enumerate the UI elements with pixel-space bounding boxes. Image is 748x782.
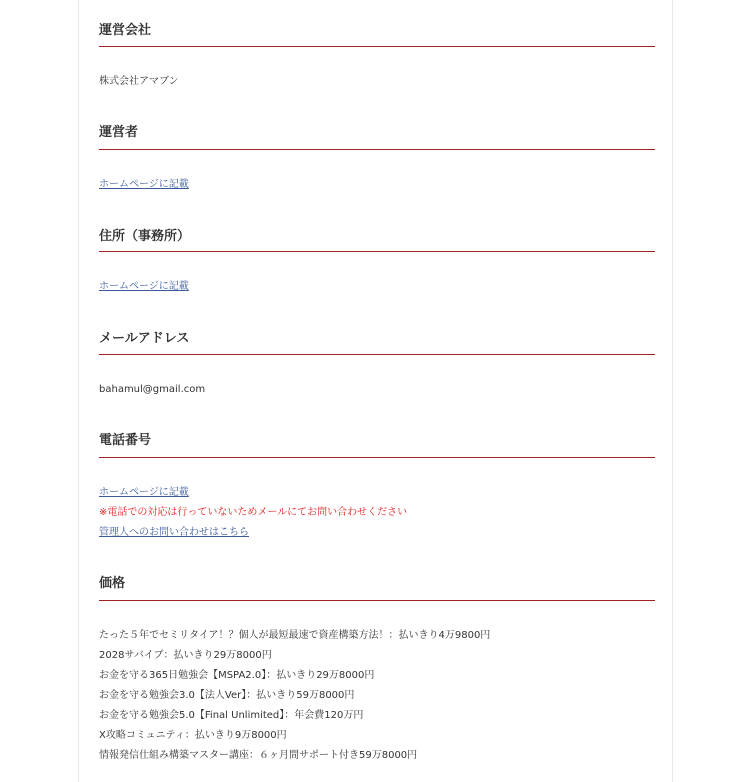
email-address: bahamul@gmail.com <box>99 384 206 395</box>
contact-link[interactable]: 管理人へのお問い合わせはこちら <box>99 527 249 538</box>
phone-link[interactable]: ホームページに記載 <box>99 487 189 498</box>
heading-rule <box>99 600 655 601</box>
price-item: お金を守る勉強会3.0【法人Ver】：払いきり59万8000円 <box>99 690 355 701</box>
section-heading: 住所（事務所） <box>99 229 191 244</box>
price-item: 2028サバイブ：払いきり29万8000円 <box>99 650 272 661</box>
heading-rule <box>99 354 655 355</box>
price-item: X攻略コミュニティ：払いきり9万8000円 <box>99 730 287 741</box>
phone-notice: ※電話での対応は行っていないためメールにてお問い合わせください <box>99 507 408 518</box>
price-item: 情報発信仕組み構築マスター講座：６ヶ月間サポート付き59万8000円 <box>99 750 418 761</box>
heading-rule <box>99 457 655 458</box>
content-card <box>78 0 673 782</box>
heading-rule <box>99 251 655 252</box>
section-heading: メールアドレス <box>99 331 190 346</box>
price-item: お金を守る365日勉強会【MSPA2.0】：払いきり29万8000円 <box>99 670 375 681</box>
price-item: お金を守る勉強会5.0【Final Unlimited】：年会費120万円 <box>99 710 364 721</box>
heading-rule <box>99 46 655 47</box>
address-link[interactable]: ホームページに記載 <box>99 281 189 292</box>
operator-link[interactable]: ホームページに記載 <box>99 179 189 190</box>
price-item: たった５年でセミリタイア！？個人が最短最速で資産構築方法！：払いきり4万9800円 <box>99 630 491 641</box>
section-heading: 電話番号 <box>99 433 152 448</box>
section-heading: 運営会社 <box>99 23 152 38</box>
heading-rule <box>99 149 655 150</box>
section-heading: 価格 <box>99 576 126 591</box>
company-name: 株式会社アマブン <box>99 76 179 87</box>
section-heading: 運営者 <box>99 125 139 140</box>
